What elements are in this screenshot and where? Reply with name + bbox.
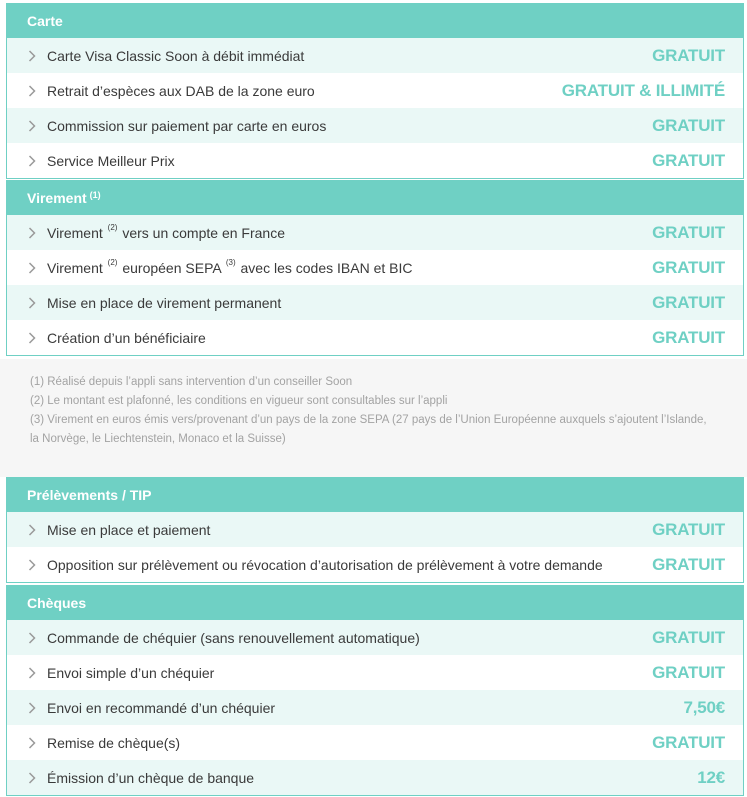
fee-label: Commande de chéquier (sans renouvellement automatique) — [47, 629, 420, 646]
fee-value: GRATUIT — [652, 115, 725, 135]
fee-value: GRATUIT & ILLIMITÉ — [561, 80, 725, 100]
fee-label: Émission d’un chèque de banque — [47, 769, 255, 786]
chevron-right-icon — [17, 227, 47, 239]
chevron-right-icon — [17, 50, 47, 62]
fee-value: GRATUIT — [652, 222, 725, 242]
fee-value: 7,50€ — [683, 697, 725, 717]
fee-row[interactable] — [7, 73, 743, 108]
footnote-ref: (2) — [107, 222, 118, 232]
fee-value: 12€ — [697, 767, 725, 787]
section-header-cheques — [7, 586, 743, 620]
chevron-right-icon — [17, 155, 47, 167]
fee-row[interactable] — [7, 320, 743, 355]
footnote-ref: (3) — [225, 257, 236, 267]
label-part: Virement — [47, 224, 103, 241]
fee-label: Création d’un bénéficiaire — [47, 329, 206, 346]
fee-row[interactable] — [7, 512, 743, 547]
fee-label: Commission sur paiement par carte en euros — [47, 117, 327, 134]
footnote-ref: (1) — [89, 190, 101, 200]
fee-value: GRATUIT — [652, 150, 725, 170]
fee-row[interactable] — [7, 38, 743, 73]
fee-row[interactable] — [7, 285, 743, 320]
footnote: (3) Virement en euros émis vers/provenant d’un pays de la zone SEPA (27 pays de l’Union Européenne auxquels s’ajoutent l’Islande, la Norvège, le Liechtenstein, Monaco et la Suisse) — [30, 414, 707, 445]
fee-row[interactable] — [7, 655, 743, 690]
chevron-right-icon — [17, 120, 47, 132]
section-cheques — [6, 585, 744, 796]
chevron-right-icon — [17, 772, 47, 784]
label-part: vers un compte en France — [122, 224, 285, 241]
fee-row[interactable] — [7, 725, 743, 760]
chevron-right-icon — [17, 667, 47, 679]
section-title: Virement — [27, 190, 87, 206]
chevron-right-icon — [17, 737, 47, 749]
chevron-right-icon — [17, 632, 47, 644]
footnote-ref: (2) — [107, 257, 118, 267]
chevron-right-icon — [17, 85, 47, 97]
fee-label: Mise en place et paiement — [47, 521, 211, 538]
fee-value: GRATUIT — [652, 257, 725, 277]
fee-value: GRATUIT — [652, 519, 725, 539]
fee-label: Carte Visa Classic Soon à débit immédiat — [47, 47, 305, 64]
fee-row[interactable] — [7, 690, 743, 725]
fee-value: GRATUIT — [652, 554, 725, 574]
fee-label — [47, 257, 652, 276]
chevron-right-icon — [17, 332, 47, 344]
footnote: (2) Le montant est plafonné, les conditions en vigueur sont consultables sur l’appli — [30, 395, 448, 407]
fee-label: Envoi en recommandé d’un chéquier — [47, 699, 276, 716]
section-header-carte — [7, 4, 743, 38]
fee-label: Service Meilleur Prix — [47, 152, 175, 169]
chevron-right-icon — [17, 524, 47, 536]
fee-value: GRATUIT — [652, 327, 725, 347]
fee-row[interactable] — [7, 250, 743, 285]
fee-value: GRATUIT — [652, 45, 725, 65]
section-title: Prélèvements / TIP — [27, 487, 152, 503]
section-prelevements — [6, 477, 744, 583]
fee-row[interactable] — [7, 760, 743, 795]
label-part: avec les codes IBAN et BIC — [240, 259, 413, 276]
footnotes — [0, 359, 747, 477]
label-part: Virement — [47, 259, 103, 276]
fee-label: Opposition sur prélèvement ou révocation d’autorisation de prélèvement à votre demande — [47, 556, 603, 573]
fee-label: Retrait d’espèces aux DAB de la zone euro — [47, 82, 315, 99]
fee-label: Remise de chèque(s) — [47, 734, 181, 751]
fee-label: Mise en place de virement permanent — [47, 294, 282, 311]
section-virement — [6, 180, 744, 356]
fee-row[interactable] — [7, 620, 743, 655]
fee-value: GRATUIT — [652, 292, 725, 312]
chevron-right-icon — [17, 702, 47, 714]
fee-value: GRATUIT — [652, 732, 725, 752]
fee-label — [47, 222, 652, 241]
fee-row[interactable] — [7, 215, 743, 250]
fee-row[interactable] — [7, 108, 743, 143]
section-header-prelevements — [7, 478, 743, 512]
section-header-virement — [7, 181, 743, 215]
section-title: Carte — [27, 13, 63, 29]
label-part: européen SEPA — [122, 259, 221, 276]
footnote: (1) Réalisé depuis l’appli sans intervention d’un conseiller Soon — [30, 376, 353, 388]
chevron-right-icon — [17, 559, 47, 571]
fee-value: GRATUIT — [652, 662, 725, 682]
section-carte — [6, 3, 744, 179]
fee-row[interactable] — [7, 547, 743, 582]
fee-label: Envoi simple d’un chéquier — [47, 664, 215, 681]
fee-value: GRATUIT — [652, 627, 725, 647]
chevron-right-icon — [17, 262, 47, 274]
section-title: Chèques — [27, 595, 87, 611]
chevron-right-icon — [17, 297, 47, 309]
fee-row[interactable] — [7, 143, 743, 178]
